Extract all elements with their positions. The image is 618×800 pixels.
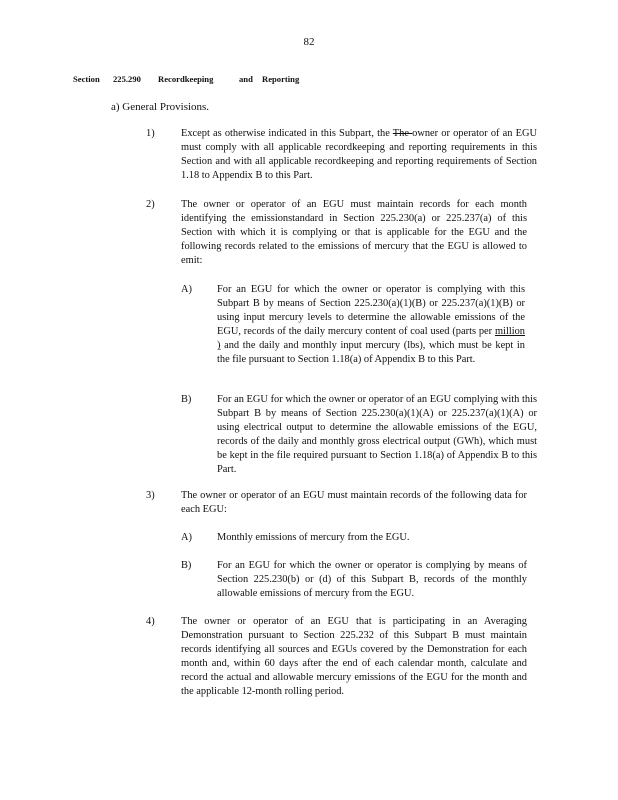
struck-text: The <box>392 128 413 139</box>
sub-paragraph: Monthly emissions of mercury from the EGU. <box>217 532 410 543</box>
page-number: 82 <box>303 36 315 48</box>
section-title-word-1: Recordkeeping <box>158 74 214 84</box>
paragraph-text: and the daily and monthly input mercury (lbs), which must be kept in the file pursuant to Section 1.18(a) of Appendix B to this Part. <box>217 340 525 365</box>
sub-item-letter: B) <box>181 560 192 571</box>
section-title-word-2: and <box>239 74 253 84</box>
sub-item-letter: A) <box>181 532 192 543</box>
sub-item-letter: A) <box>181 284 192 295</box>
paragraph: The owner or operator of an EGU must maintain records of the following data for each EGU: <box>181 490 527 515</box>
paragraph <box>181 127 537 183</box>
subsection-heading: a) General Provisions. <box>111 101 210 113</box>
underlined-text: million ) <box>217 326 525 351</box>
item-number: 3) <box>146 490 155 501</box>
paragraph: The owner or operator of an EGU that is participating in an Averaging Demonstration pursuant to Section 225.232 of this Subpart B must maintain records identifying all sources and EGUs covered by the Demonstration for each month and, within 60 days after the end of each calendar month, calculate and record the actual and allowable mercury emissions of the EGU for the month and the applicable 12-month rolling period. <box>181 616 527 697</box>
sub-paragraph: For an EGU for which the owner or operator of an EGU complying with this Subpart B by means of Section 225.230(a)(1)(A) or 225.237(a)(1)(A) or using electrical output to determine the allowable emissions of the EGU, records of the daily and monthly gross electrical output (GWh), which must be kept in the file required pursuant to Section 1.18(a) of Appendix B to this Part. <box>217 394 537 475</box>
sub-paragraph <box>217 283 525 367</box>
paragraph-text: owner or operator of an EGU must comply with all applicable recordkeeping and reporting requirements in this Section and with all applicable recordkeeping and reporting requirements of Section 1.18 to Appendix B to this Part. <box>181 128 537 181</box>
section-label: Section <box>73 74 100 84</box>
section-title-word-3: Reporting <box>262 74 300 84</box>
paragraph-text: Except as otherwise indicated in this Subpart, the <box>181 128 393 139</box>
paragraph-text: For an EGU for which the owner or operator is complying with this Subpart B by means of Section 225.230(a)(1)(B) or 225.237(a)(1)(B) or using input mercury levels to determine the allowable emissions of the EGU, records of the daily mercury content of coal used (parts per <box>217 284 525 337</box>
item-number: 4) <box>146 616 155 627</box>
sub-paragraph: For an EGU for which the owner or operator is complying by means of Section 225.230(b) or (d) of this Subpart B, records of the monthly allowable emissions of mercury from the EGU. <box>217 560 527 599</box>
item-number: 1) <box>146 128 155 139</box>
paragraph: The owner or operator of an EGU must maintain records for each month identifying the emissionstandard in Section 225.230(a) or 225.237(a) of this Section with which it is complying or that is applicable for the EGU and the following records related to the emissions of mercury that the EGU is allowed to emit: <box>181 199 527 266</box>
item-number: 2) <box>146 199 155 210</box>
sub-item-letter: B) <box>181 394 192 405</box>
section-number: 225.290 <box>113 74 141 84</box>
